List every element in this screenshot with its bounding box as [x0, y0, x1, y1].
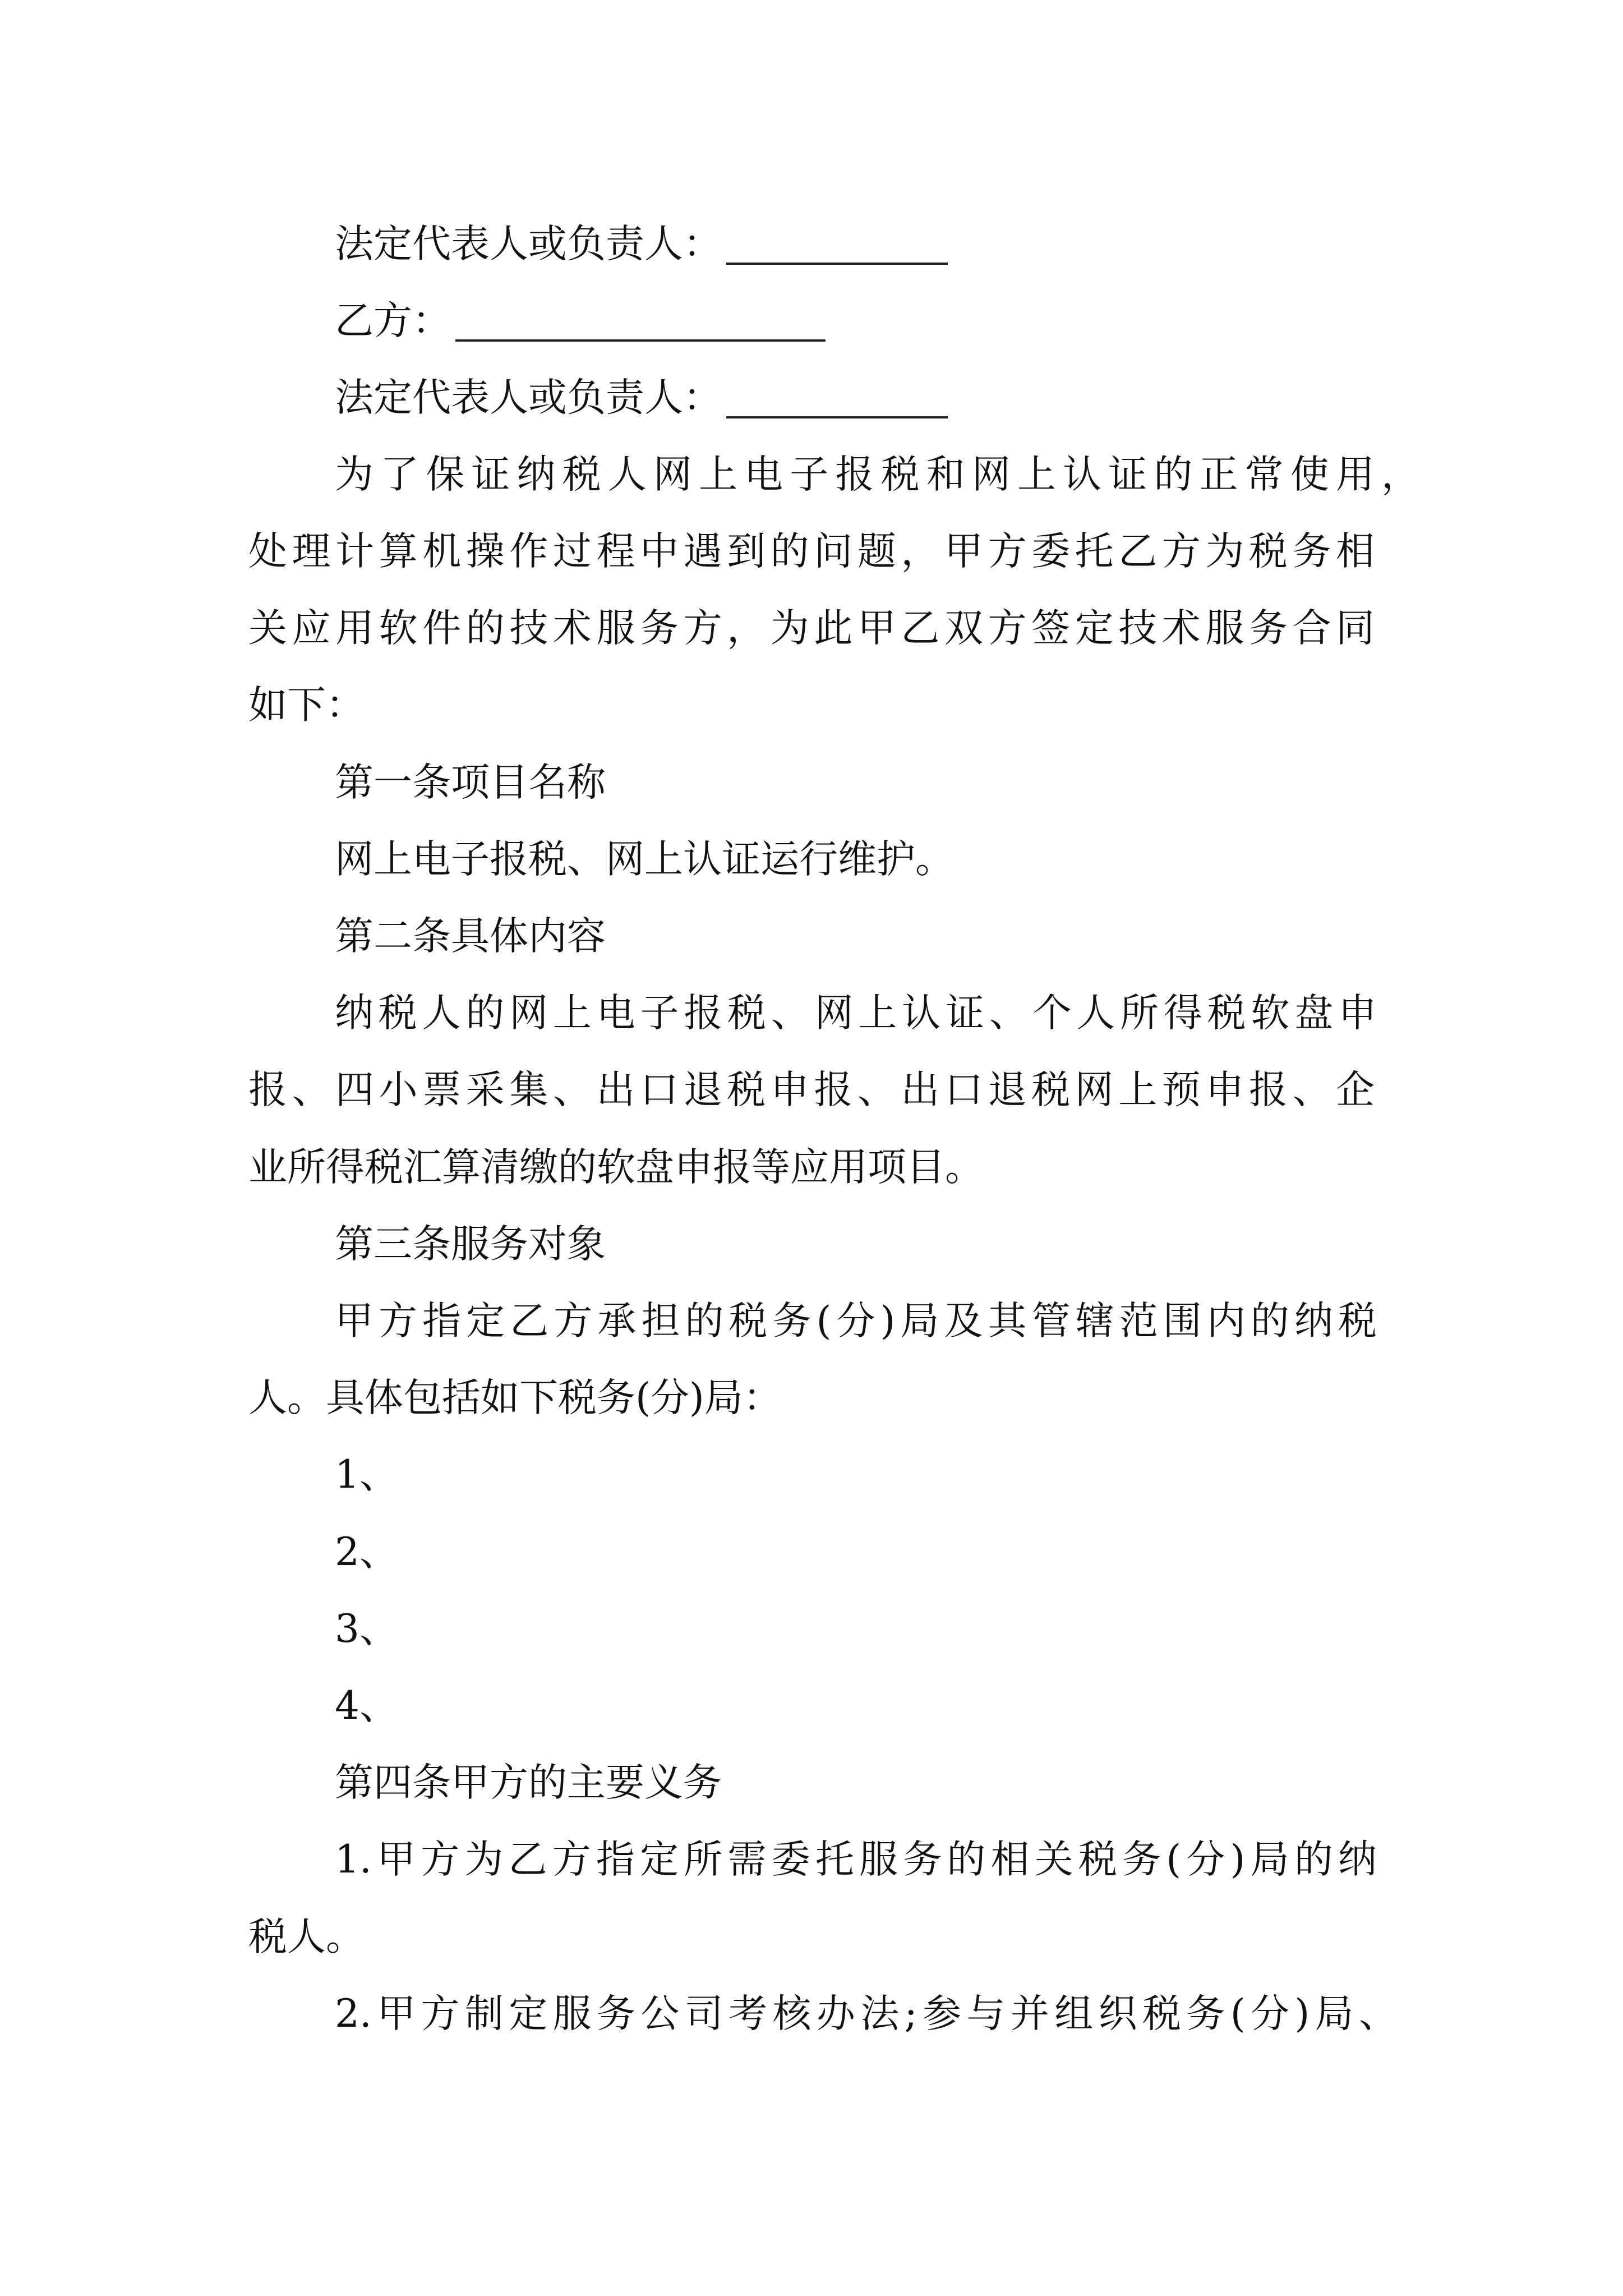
- article-2-line-1: 纳税人的网上电子报税、网上认证、个人所得税软盘申: [335, 991, 1377, 1036]
- article-4-item-1-line-1: 1.甲方为乙方指定所需委托服务的相关税务(分)局的纳: [335, 1837, 1377, 1882]
- intro-line-1: 为了保证纳税人网上电子报税和网上认证的正常使用，: [335, 452, 1420, 497]
- list-item-1: 1、: [335, 1452, 398, 1497]
- list-item-2: 2、: [335, 1530, 398, 1575]
- article-4-item-1-line-2: 税人。: [248, 1915, 365, 1959]
- legal-rep-a-blank: [726, 263, 948, 265]
- article-4-title: 第四条甲方的主要义务: [335, 1760, 722, 1805]
- legal-rep-b-blank: [726, 416, 948, 418]
- intro-line-2: 处理计算机操作过程中遇到的问题，甲方委托乙方为税务相: [248, 529, 1375, 574]
- list-item-4: 4、: [335, 1683, 398, 1728]
- intro-line-3: 关应用软件的技术服务方，为此甲乙双方签定技术服务合同: [248, 606, 1375, 651]
- article-3-line-2: 人。具体包括如下税务(分)局：: [248, 1375, 782, 1420]
- article-1-body: 网上电子报税、网上认证运行维护。: [335, 837, 954, 882]
- legal-rep-b-label: 法定代表人或负责人：: [335, 375, 722, 420]
- legal-rep-b-line: [335, 375, 948, 420]
- article-2-line-2: 报、四小票采集、出口退税申报、出口退税网上预申报、企: [248, 1068, 1375, 1112]
- list-item-3: 3、: [335, 1607, 398, 1651]
- article-1-title: 第一条项目名称: [335, 760, 606, 805]
- party-b-blank: [455, 339, 826, 342]
- legal-rep-a-line: [335, 222, 948, 266]
- article-3-title: 第三条服务对象: [335, 1222, 606, 1267]
- party-b-label: 乙方：: [335, 298, 451, 343]
- article-2-title: 第二条具体内容: [335, 914, 606, 959]
- article-3-line-1: 甲方指定乙方承担的税务(分)局及其管辖范围内的纳税: [335, 1299, 1377, 1343]
- intro-line-4: 如下：: [248, 683, 365, 728]
- article-2-line-3: 业所得税汇算清缴的软盘申报等应用项目。: [248, 1145, 984, 1190]
- legal-rep-a-label: 法定代表人或负责人：: [335, 222, 722, 266]
- party-b-line: [335, 298, 826, 343]
- article-4-item-2-line-1: 2.甲方制定服务公司考核办法;参与并组织税务(分)局、: [335, 1991, 1398, 2036]
